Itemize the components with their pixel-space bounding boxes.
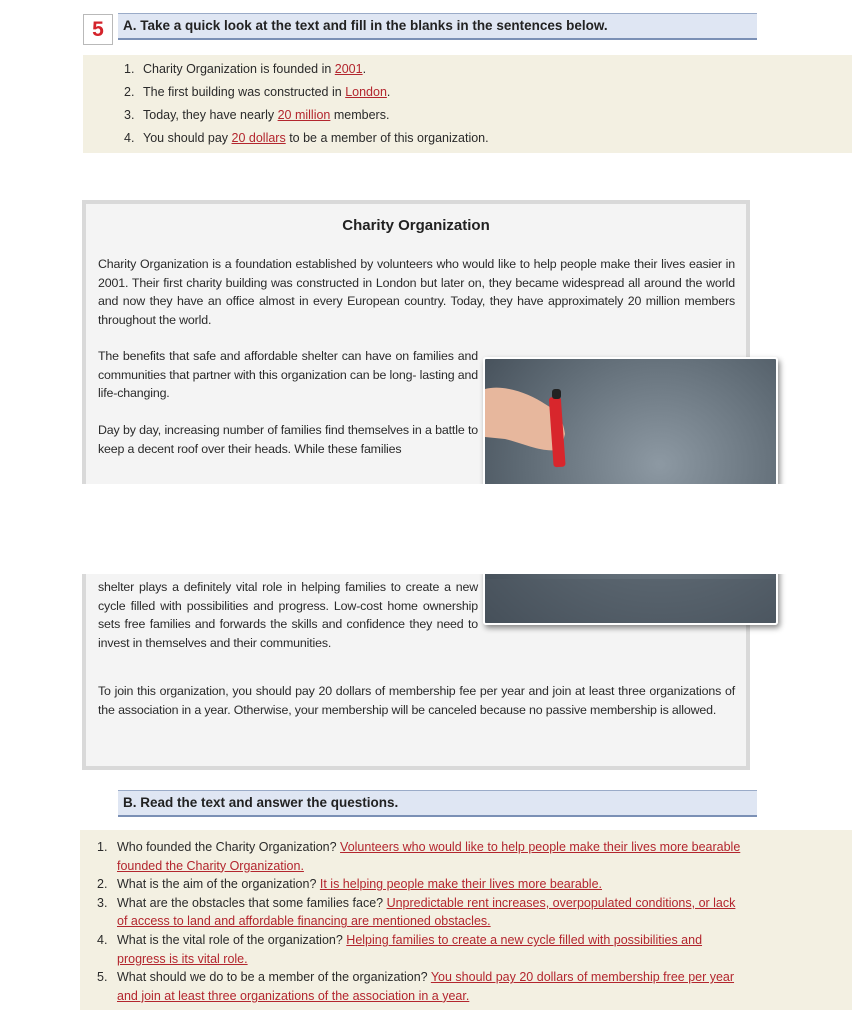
- item-text: .: [386, 85, 391, 99]
- item-number: 5.: [97, 970, 108, 985]
- paragraph: The benefits that safe and affordable shelter can have on families and communities that partner with this organization can be long- lasting and life-changing.: [98, 349, 478, 401]
- item-number: 2.: [124, 85, 135, 99]
- fill-blank-item: [124, 85, 390, 99]
- item-text: Today, they have nearly: [143, 108, 278, 122]
- answer: 20 dollars: [231, 131, 286, 145]
- section-a-answers: [83, 55, 852, 153]
- item-number: 4.: [124, 131, 135, 145]
- question-item: [97, 933, 703, 947]
- item-text: .: [362, 62, 367, 76]
- question-item: [97, 970, 735, 985]
- section-b-heading: B. Read the text and answer the questions.: [118, 790, 757, 817]
- answer: 20 million: [277, 108, 331, 122]
- answer: London: [345, 85, 387, 99]
- question-item: [97, 840, 741, 854]
- item-number: 1.: [124, 62, 135, 76]
- question-item: [97, 895, 736, 910]
- question: What is the aim of the organization?: [117, 877, 320, 892]
- reading-title: Charity Organization: [342, 217, 490, 234]
- answer: Unpredictable rent increases, overpopulated conditions, or lack: [386, 895, 736, 910]
- section-a-heading: A. Take a quick look at the text and fill in the blanks in the sentences below.: [118, 13, 757, 40]
- paragraph: Day by day, increasing number of families find themselves in a battle to keep a decent roof over their heads. While these families: [98, 423, 478, 456]
- answer: Volunteers who would like to help people make their lives more bearable: [340, 840, 741, 854]
- page-gap: [0, 484, 852, 574]
- question: What is the vital role of the organization?: [117, 933, 347, 947]
- fill-blank-item: [124, 62, 366, 76]
- question-item: [97, 877, 602, 892]
- answer-continued: and join at least three organizations of the association in a year.: [117, 988, 470, 1003]
- answer: You should pay 20 dollars of membership free per year: [430, 970, 735, 985]
- item-text: You should pay: [143, 131, 232, 145]
- item-number: 2.: [97, 877, 108, 892]
- paragraph: shelter plays a definitely vital role in helping families to create a new cycle filled with possibilities and progress. Low-cost home ownership sets free families and forwards the skills and confidence they need to invest in themselves and their communities.: [98, 580, 478, 650]
- fill-blank-item: [124, 108, 389, 122]
- question: What are the obstacles that some families face?: [117, 895, 387, 910]
- item-text: members.: [330, 108, 390, 122]
- answer: Helping families to create a new cycle filled with possibilities and: [346, 933, 703, 947]
- item-number: 1.: [97, 840, 108, 854]
- question: What should we do to be a member of the organization?: [117, 970, 431, 985]
- item-number: 3.: [97, 895, 108, 910]
- item-text: to be a member of this organization.: [285, 131, 489, 145]
- answer-continued: founded the Charity Organization.: [117, 858, 304, 873]
- item-number: 3.: [124, 108, 135, 122]
- exercise-number: 5: [83, 14, 113, 45]
- item-number: 4.: [97, 933, 108, 947]
- answer: 2001: [334, 62, 363, 76]
- question: Who founded the Charity Organization?: [117, 840, 341, 854]
- item-text: The first building was constructed in: [143, 85, 346, 99]
- paragraph: To join this organization, you should pay 20 dollars of membership fee per year and join at least three organizations of the association in a year. Otherwise, your membership will be canceled because no passive membership is allowed.: [98, 684, 735, 717]
- fill-blank-item: [124, 131, 489, 145]
- paragraph: Charity Organization is a foundation established by volunteers who would like to help people make their lives easier in 2001. Their first charity building was constructed in London but later on, they became widespread all around the world and now they have an office almost in every European country. Today, they have approximately 20 million members throughout the world.: [98, 257, 735, 327]
- answer-continued: of access to land and affordable financing are mentioned obstacles.: [117, 914, 491, 929]
- item-text: Charity Organization is founded in: [143, 62, 335, 76]
- answer-continued: progress is its vital role.: [117, 951, 248, 966]
- answer: It is helping people make their lives more bearable.: [319, 877, 602, 892]
